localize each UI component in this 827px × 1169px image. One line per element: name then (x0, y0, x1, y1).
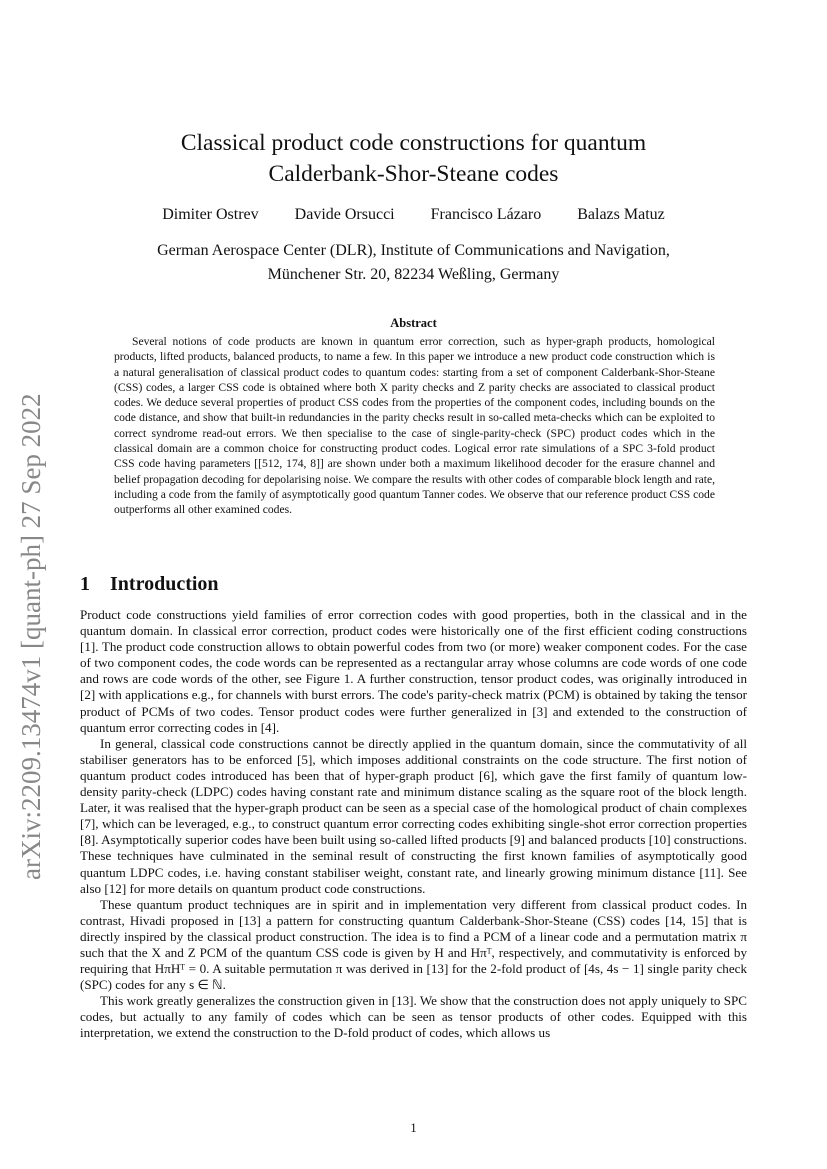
affiliation-line-2: Münchener Str. 20, 82234 Weßling, Germany (267, 266, 560, 283)
author-name: Dimiter Ostrev (162, 206, 259, 223)
paragraph: Product code constructions yield families of error correction codes with good properties, both in the classical and in the quantum domain. In classical error correction, product codes were historically one of the first efficient coding constructions [1]. The product code construction allows to obtain powerful codes from two (or more) weaker component codes. For the case of two component codes, the code words can be represented as a rectangular array whose columns are code words of one code and rows are code words of the other, see Figure 1. A further construction, tensor product codes, was originally introduced in [2] with applications e.g., for channels with burst errors. The code's parity-check matrix (PCM) is obtained by taking the tensor product of PCMs of two codes. Tensor product codes were further generalized in [3] and extended to the construction of quantum error correcting codes in [4]. (80, 607, 747, 735)
author-name: Davide Orsucci (294, 206, 395, 223)
body-text (80, 607, 747, 1042)
paper-title (80, 128, 747, 190)
author-list (80, 206, 747, 224)
affiliation (80, 239, 747, 287)
section-title: Introduction (110, 573, 219, 595)
paragraph: This work greatly generalizes the construction given in [13]. We show that the construction does not apply uniquely to SPC codes, but actually to any family of codes which can be seen as tensor products of other codes. Equipped with this interpretation, we extend the construction to the D-fold product of codes, which allows us (80, 993, 747, 1041)
arxiv-stamp: arXiv:2209.13474v1 [quant-ph] 27 Sep 2022 (16, 393, 46, 880)
section-number: 1 (80, 573, 90, 595)
abstract-text: Several notions of code products are known in quantum error correction, such as hyper-graph products, homological products, lifted products, balanced products, to name a few. In this paper we introduce a new product code construction which is a natural generalisation of classical product codes to quantum codes: starting from a set of component Calderbank-Shor-Steane (CSS) codes, a larger CSS code is obtained where both X parity checks and Z parity checks are associated to classical product codes. We deduce several properties of product CSS codes from the properties of the component codes, including bounds on the code distance, and show that built-in redundancies in the parity checks result in so-called meta-checks which can be exploited to correct syndrome read-out errors. We then specialise to the case of single-parity-check (SPC) product codes which in the classical domain are a common choice for constructing product codes. Logical error rate simulations of a SPC 3-fold product CSS code having parameters [[512, 174, 8]] are shown under both a maximum likelihood decoder for the erasure channel and belief propagation decoding for depolarising noise. We compare the results with other codes of comparable block length and rate, including a code from the family of asymptotically good quantum Tanner codes. We observe that our reference product CSS code outperforms all other examined codes. (114, 335, 715, 517)
section-heading (80, 573, 219, 596)
title-line-1: Classical product code constructions for quantum (180, 130, 647, 156)
abstract-heading: Abstract (390, 316, 437, 330)
page-number: 1 (410, 1120, 417, 1135)
affiliation-line-1: German Aerospace Center (DLR), Institute of Communications and Navigation, (157, 242, 670, 259)
title-line-2: Calderbank-Shor-Steane codes (268, 161, 559, 187)
author-name: Balazs Matuz (577, 206, 665, 223)
author-name: Francisco Lázaro (430, 206, 542, 223)
paragraph: These quantum product techniques are in spirit and in implementation very different from classical product codes. In contrast, Hivadi proposed in [13] a pattern for constructing quantum Calderbank-Shor-Steane (CSS) codes [14, 15] that is directly inspired by the classical product construction. The idea is to find a PCM of a linear code and a permutation matrix π such that the X and Z PCM of the quantum CSS code is given by H and Hπᵀ, respectively, and commutativity is enforced by requiring that HπHᵀ = 0. A suitable permutation π was derived in [13] for the 2-fold product of [4s, 4s − 1] single parity check (SPC) codes for any s ∈ ℕ. (80, 896, 747, 993)
paragraph: In general, classical code constructions cannot be directly applied in the quantum domain, since the commutativity of all stabiliser generators has to be enforced [5], which imposes additional constraints on the code structure. The first notion of quantum product codes introduced has been that of hyper-graph product [6], which gave the first family of quantum low-density parity-check (LDPC) codes having constant rate and minimum distance scaling as the square root of the block length. Later, it was realised that the hyper-graph product can be seen as a special case of the homological product of chain complexes [7], which can be leveraged, e.g., to construct quantum error correcting codes exhibiting single-shot error correction properties [8]. Asymptotically superior codes have been built using so-called lifted products [9] and balanced products [10] constructions. These techniques have culminated in the seminal result of constructing the first known families of asymptotically good quantum LDPC codes, i.e. having constant stabiliser weight, constant rate, and linearly growing minimum distance [11]. See also [12] for more details on quantum product code constructions. (80, 735, 747, 896)
